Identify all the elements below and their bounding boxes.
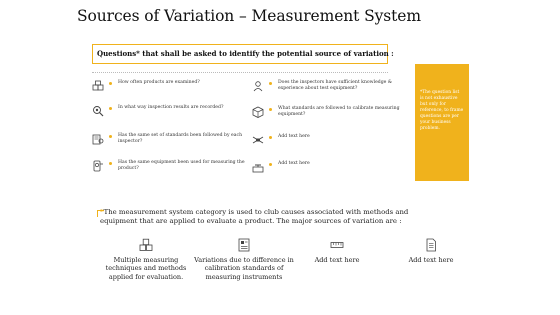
- source-item-1: Multiple measuring techniques and methods applied for evaluation.: [96, 238, 196, 281]
- bullet: [109, 82, 112, 85]
- question-left-1: How often products are examined?: [92, 80, 246, 92]
- question-right-4: Add text here: [252, 161, 406, 173]
- source-item-4: Add text here: [396, 238, 466, 264]
- note-box: *The question list is not exhaustive but only for reference, to frame questions are per your business problem.: [415, 64, 469, 181]
- bullet: [269, 136, 272, 139]
- bullet: [269, 163, 272, 166]
- ruler-icon: [330, 238, 344, 252]
- bullet: [269, 82, 272, 85]
- document-icon: [424, 238, 438, 252]
- source-item-3: Add text here: [302, 238, 372, 264]
- page-title: Sources of Variation – Measurement System: [77, 7, 421, 25]
- measurement-text: *The measurement system category is used to club causes associated with methods and equipment that are applied to evaluate a product. The major sources of variation are :: [100, 208, 409, 225]
- question-left-2: In what way inspection results are recorded?: [92, 105, 246, 117]
- questions-header-box: [92, 44, 394, 64]
- bullet: [269, 108, 272, 111]
- question-right-3: Add text here: [252, 134, 406, 146]
- question-right-2: What standards are followed to calibrate measuring equipment?: [252, 106, 406, 118]
- divider: [92, 72, 388, 73]
- question-right-1: Does the inspectors have sufficient knowledge & experience about test equipment?: [252, 80, 406, 92]
- inspector-icon: [252, 80, 264, 92]
- bullet: [109, 107, 112, 110]
- magnifier-gear-icon: [92, 105, 104, 117]
- question-left-4: Has the same equipment been used for measuring the product?: [92, 160, 246, 172]
- ruler-inspect-icon: [92, 133, 104, 145]
- source-item-2: Variations due to difference in calibration standards of measuring instruments: [194, 238, 294, 281]
- cubes-icon: [139, 238, 153, 252]
- scale-icon: [252, 134, 264, 146]
- bullet: [109, 135, 112, 138]
- bullet: [109, 162, 112, 165]
- boxes-check-icon: [92, 80, 104, 92]
- questions-header: Questions* that shall be asked to identify the potential source of variation :: [97, 49, 394, 58]
- calibration-box-icon: [252, 106, 264, 118]
- gauge-device-icon: [92, 160, 104, 172]
- star-marker: *: [100, 208, 104, 216]
- question-left-3: Has the same set of standards been followed by each inspector?: [92, 133, 246, 145]
- calibration-icon: [237, 238, 251, 252]
- weighing-scale-icon: [252, 161, 264, 173]
